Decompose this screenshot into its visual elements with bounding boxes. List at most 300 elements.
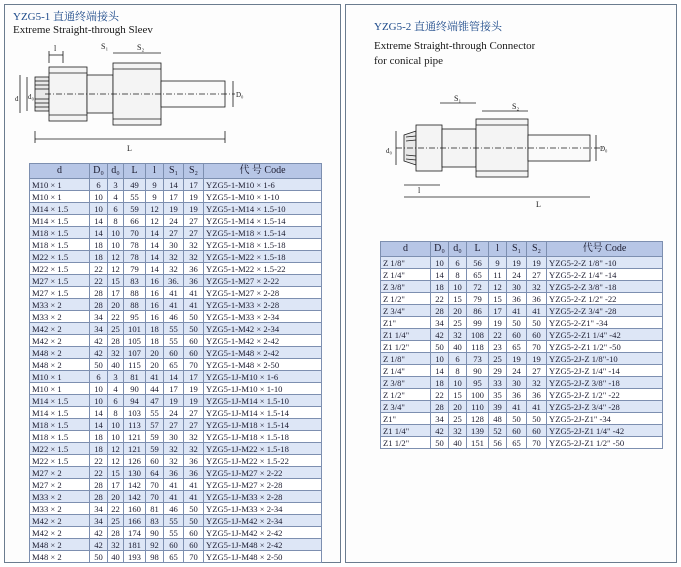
table-cell: M22 × 1.5 [30, 251, 90, 263]
table-cell: 32 [164, 251, 184, 263]
table-cell: Z 1/2" [381, 389, 431, 401]
table-cell: 12 [489, 281, 507, 293]
table-cell: 17 [489, 305, 507, 317]
table-cell: 98 [146, 551, 164, 563]
table-row [381, 317, 663, 329]
table-cell: 17 [108, 479, 124, 491]
table-cell: M22 × 1.5 [30, 455, 90, 467]
table-cell: 41 [184, 479, 204, 491]
table-cell: M27 × 2 [30, 467, 90, 479]
table-cell: YZG5-1J-M14 × 1.5-10 [204, 395, 322, 407]
table-cell: YZG5-2J-Z1 1/4" -42 [547, 425, 663, 437]
table-cell: 52 [489, 425, 507, 437]
table-cell: 27 [184, 407, 204, 419]
table-cell: 95 [124, 311, 146, 323]
left-col-header: L [124, 164, 146, 179]
table-cell: YZG5-1-M10 × 1-10 [204, 191, 322, 203]
table-row [381, 377, 663, 389]
table-cell: 41 [164, 287, 184, 299]
table-cell: 18 [90, 443, 108, 455]
left-spec-table [29, 163, 322, 563]
table-row [30, 323, 322, 335]
table-cell: 35 [489, 389, 507, 401]
table-cell: 60 [527, 425, 547, 437]
table-cell: M42 × 2 [30, 323, 90, 335]
left-drawing-s1-label: S₁ [101, 42, 109, 51]
table-cell: 32 [164, 455, 184, 467]
table-cell: Z 1/8" [381, 353, 431, 365]
table-cell: 8 [449, 365, 467, 377]
table-cell: 78 [124, 251, 146, 263]
table-row [381, 365, 663, 377]
table-cell: YZG5-2J-Z 3/8" -18 [547, 377, 663, 389]
table-cell: 65 [164, 551, 184, 563]
table-cell: 42 [90, 539, 108, 551]
left-col-header: d [30, 164, 90, 179]
table-cell: 19 [184, 191, 204, 203]
table-row [30, 371, 322, 383]
table-cell: 29 [489, 365, 507, 377]
table-cell: YZG5-1J-M10 × 1-10 [204, 383, 322, 395]
table-cell: 32 [164, 443, 184, 455]
table-cell: YZG5-1J-M14 × 1.5-14 [204, 407, 322, 419]
table-cell: M42 × 2 [30, 335, 90, 347]
table-cell: 32 [184, 251, 204, 263]
table-cell: Z 1/2" [381, 293, 431, 305]
table-cell: M18 × 1.5 [30, 431, 90, 443]
table-cell: YZG5-1-M22 × 1.5-22 [204, 263, 322, 275]
table-cell: 50 [184, 503, 204, 515]
right-spec-table [380, 241, 663, 449]
table-cell: YZG5-1J-M22 × 1.5-22 [204, 455, 322, 467]
table-cell: 60 [184, 347, 204, 359]
table-cell: 70 [184, 359, 204, 371]
table-cell: 99 [467, 317, 489, 329]
table-cell: 34 [90, 323, 108, 335]
table-row [30, 443, 322, 455]
table-cell: YZG5-1-M14 × 1.5-14 [204, 215, 322, 227]
table-cell: 65 [507, 437, 527, 449]
table-cell: 118 [467, 341, 489, 353]
table-cell: 32 [449, 425, 467, 437]
left-drawing-d-label: d [15, 95, 19, 103]
table-cell: 40 [108, 359, 124, 371]
table-cell: YZG5-1-M18 × 1.5-18 [204, 239, 322, 251]
table-cell: 6 [108, 203, 124, 215]
table-cell: Z1 1/2" [381, 341, 431, 353]
table-cell: 34 [90, 311, 108, 323]
table-row [30, 431, 322, 443]
table-cell: Z1" [381, 317, 431, 329]
right-drawing-s1-label: S₁ [454, 94, 462, 103]
table-cell: 121 [124, 443, 146, 455]
table-cell: 126 [124, 455, 146, 467]
table-cell: 65 [467, 269, 489, 281]
table-cell: 12 [146, 203, 164, 215]
table-cell: 79 [467, 293, 489, 305]
table-cell: 25 [108, 515, 124, 527]
table-cell: M14 × 1.5 [30, 407, 90, 419]
table-cell: YZG5-2-Z1" -34 [547, 317, 663, 329]
table-cell: 50 [527, 413, 547, 425]
table-cell: 36 [507, 293, 527, 305]
table-row [30, 347, 322, 359]
table-cell: 14 [146, 251, 164, 263]
table-cell: 6 [108, 395, 124, 407]
table-cell: 22 [431, 293, 449, 305]
table-cell: 95 [467, 377, 489, 389]
table-row [30, 263, 322, 275]
table-cell: 78 [124, 239, 146, 251]
table-cell: 28 [108, 335, 124, 347]
table-row [381, 401, 663, 413]
table-row [381, 329, 663, 341]
right-fitting-drawing [382, 93, 622, 213]
table-row [381, 341, 663, 353]
table-cell: 139 [467, 425, 489, 437]
table-row [381, 353, 663, 365]
right-col-header: d₀ [449, 242, 467, 257]
table-cell: 18 [431, 377, 449, 389]
right-drawing-l-label: l [418, 186, 421, 195]
table-cell: 22 [90, 455, 108, 467]
left-col-header: d₀ [108, 164, 124, 179]
table-cell: 86 [467, 305, 489, 317]
table-cell: 55 [124, 191, 146, 203]
table-cell: 22 [108, 311, 124, 323]
table-cell: 24 [164, 407, 184, 419]
table-cell: 10 [90, 203, 108, 215]
table-cell: YZG5-1-M48 × 2-42 [204, 347, 322, 359]
table-cell: 14 [90, 419, 108, 431]
table-cell: 14 [431, 365, 449, 377]
table-cell: 15 [449, 293, 467, 305]
table-cell: 10 [108, 419, 124, 431]
table-cell: Z 3/4" [381, 305, 431, 317]
table-cell: 30 [507, 377, 527, 389]
table-cell: 128 [467, 413, 489, 425]
table-cell: 32 [527, 281, 547, 293]
table-cell: M42 × 2 [30, 515, 90, 527]
table-cell: YZG5-1J-M18 × 1.5-14 [204, 419, 322, 431]
left-drawing-d0-label: d₀ [28, 93, 34, 101]
table-cell: 32 [164, 263, 184, 275]
table-row [30, 203, 322, 215]
table-cell: 27 [164, 227, 184, 239]
table-cell: 90 [124, 383, 146, 395]
table-cell: 36 [527, 389, 547, 401]
table-cell: 81 [146, 503, 164, 515]
table-row [381, 293, 663, 305]
table-cell: YZG5-1J-M22 × 1.5-18 [204, 443, 322, 455]
table-cell: 12 [108, 443, 124, 455]
table-cell: 110 [467, 401, 489, 413]
table-cell: 16 [146, 299, 164, 311]
table-cell: YZG5-1J-M48 × 2-50 [204, 551, 322, 563]
table-cell: YZG5-1J-M27 × 2-22 [204, 467, 322, 479]
table-cell: YZG5-2J-Z 1/8"-10 [547, 353, 663, 365]
table-cell: 11 [489, 269, 507, 281]
table-cell: 83 [146, 515, 164, 527]
table-cell: Z1 1/4" [381, 425, 431, 437]
table-cell: 12 [108, 251, 124, 263]
table-cell: 27 [527, 365, 547, 377]
table-cell: 17 [164, 191, 184, 203]
table-cell: 28 [431, 305, 449, 317]
table-cell: 72 [467, 281, 489, 293]
table-cell: M48 × 2 [30, 347, 90, 359]
table-cell: 70 [184, 551, 204, 563]
table-cell: 94 [124, 395, 146, 407]
table-cell: 181 [124, 539, 146, 551]
table-cell: M14 × 1.5 [30, 215, 90, 227]
table-cell: 50 [431, 437, 449, 449]
table-cell: M33 × 2 [30, 503, 90, 515]
table-cell: 25 [108, 323, 124, 335]
table-row [30, 395, 322, 407]
table-cell: 10 [108, 431, 124, 443]
table-cell: 12 [108, 263, 124, 275]
table-cell: 59 [124, 203, 146, 215]
table-cell: 36 [164, 467, 184, 479]
table-cell: 36. [164, 275, 184, 287]
table-row [30, 299, 322, 311]
table-cell: 6 [90, 179, 108, 191]
table-cell: 28 [90, 287, 108, 299]
table-cell: 130 [124, 467, 146, 479]
table-cell: YZG5-1-M42 × 2-34 [204, 323, 322, 335]
table-row [381, 257, 663, 269]
left-col-header: l [146, 164, 164, 179]
table-cell: 16 [146, 311, 164, 323]
table-cell: 36 [507, 389, 527, 401]
table-cell: YZG5-2J-Z1" -34 [547, 413, 663, 425]
table-cell: M33 × 2 [30, 491, 90, 503]
table-cell: Z1 1/2" [381, 437, 431, 449]
table-row [30, 335, 322, 347]
table-cell: 41 [507, 401, 527, 413]
table-cell: 32 [184, 443, 204, 455]
table-cell: 19 [527, 257, 547, 269]
table-cell: 28 [90, 479, 108, 491]
table-cell: 41 [184, 491, 204, 503]
table-cell: 30 [164, 431, 184, 443]
table-cell: Z 1/4" [381, 269, 431, 281]
table-row [30, 239, 322, 251]
table-cell: M27 × 2 [30, 479, 90, 491]
table-cell: 42 [431, 329, 449, 341]
table-cell: Z 3/4" [381, 401, 431, 413]
table-row [30, 359, 322, 371]
table-cell: 19 [164, 395, 184, 407]
table-cell: 19 [489, 317, 507, 329]
table-cell: 36 [184, 455, 204, 467]
table-cell: 142 [124, 479, 146, 491]
table-cell: M18 × 1.5 [30, 227, 90, 239]
table-cell: 32 [108, 347, 124, 359]
table-cell: 41 [527, 401, 547, 413]
table-cell: M42 × 2 [30, 527, 90, 539]
table-cell: 50 [527, 317, 547, 329]
table-cell: YZG5-1J-M42 × 2-34 [204, 515, 322, 527]
left-fitting-drawing [15, 39, 255, 159]
table-row [30, 311, 322, 323]
table-cell: 36 [527, 293, 547, 305]
table-cell: YZG5-1-M14 × 1.5-10 [204, 203, 322, 215]
table-cell: 24 [507, 269, 527, 281]
table-cell: 27 [184, 227, 204, 239]
table-cell: 15 [449, 389, 467, 401]
table-cell: 36 [184, 275, 204, 287]
table-cell: 18 [146, 323, 164, 335]
table-row [30, 419, 322, 431]
left-title-en: Extreme Straight-through Sleev [13, 24, 153, 36]
table-cell: 103 [124, 407, 146, 419]
table-cell: 42 [90, 335, 108, 347]
table-cell: 27 [527, 269, 547, 281]
right-col-header: l [489, 242, 507, 257]
table-cell: YZG5-1J-M18 × 1.5-18 [204, 431, 322, 443]
table-cell: 20 [108, 491, 124, 503]
table-cell: 193 [124, 551, 146, 563]
table-cell: 19 [507, 257, 527, 269]
table-cell: 19 [184, 203, 204, 215]
table-cell: 50 [507, 413, 527, 425]
table-cell: 39 [489, 401, 507, 413]
table-cell: 10 [449, 377, 467, 389]
table-cell: 27 [184, 215, 204, 227]
table-cell: 121 [124, 431, 146, 443]
table-cell: 70 [146, 491, 164, 503]
table-cell: YZG5-1J-M48 × 2-42 [204, 539, 322, 551]
right-title-en-line2: for conical pipe [374, 55, 444, 67]
table-cell: 88 [124, 287, 146, 299]
table-cell: M33 × 2 [30, 299, 90, 311]
table-cell: 56 [489, 437, 507, 449]
right-col-header: 代号 Code [547, 242, 663, 257]
table-cell: 81 [124, 371, 146, 383]
table-cell: 101 [124, 323, 146, 335]
table-cell: M10 × 1 [30, 191, 90, 203]
table-cell: 22 [431, 389, 449, 401]
table-cell: 10 [431, 257, 449, 269]
table-cell: 18 [90, 431, 108, 443]
table-cell: 88 [124, 299, 146, 311]
table-cell: 70 [527, 341, 547, 353]
table-cell: YZG5-1-M42 × 2-42 [204, 335, 322, 347]
table-cell: 36 [184, 467, 204, 479]
table-cell: 16 [146, 275, 164, 287]
table-cell: 19 [527, 353, 547, 365]
table-cell: 41 [164, 491, 184, 503]
table-cell: 73 [467, 353, 489, 365]
table-cell: 65 [507, 341, 527, 353]
right-drawing-d0-label: d₀ [386, 147, 392, 155]
table-cell: 8 [108, 407, 124, 419]
table-cell: 4 [108, 383, 124, 395]
table-cell: 14 [90, 227, 108, 239]
table-cell: 70 [124, 227, 146, 239]
table-row [30, 479, 322, 491]
table-cell: 25 [449, 413, 467, 425]
table-cell: 18 [146, 335, 164, 347]
table-cell: 41 [146, 371, 164, 383]
table-cell: 19 [184, 383, 204, 395]
table-cell: 14 [90, 215, 108, 227]
table-row [30, 251, 322, 263]
table-cell: M14 × 1.5 [30, 203, 90, 215]
table-cell: YZG5-2-Z 1/2" -22 [547, 293, 663, 305]
table-cell: YZG5-1J-M10 × 1-6 [204, 371, 322, 383]
table-cell: 50 [90, 551, 108, 563]
table-cell: 34 [431, 413, 449, 425]
right-col-header: L [467, 242, 489, 257]
right-col-header: D₀ [431, 242, 449, 257]
table-cell: 44 [146, 383, 164, 395]
right-drawing-L-label: L [536, 200, 541, 209]
table-row [30, 551, 322, 563]
table-cell: 79 [124, 263, 146, 275]
table-cell: 27 [164, 419, 184, 431]
table-cell: 48 [489, 413, 507, 425]
table-cell: 17 [108, 287, 124, 299]
table-cell: 19 [507, 353, 527, 365]
table-cell: 60 [527, 329, 547, 341]
table-cell: 60 [184, 335, 204, 347]
table-cell: 41 [164, 479, 184, 491]
table-cell: 115 [124, 359, 146, 371]
table-cell: 10 [108, 227, 124, 239]
table-row [381, 413, 663, 425]
table-row [30, 191, 322, 203]
table-cell: 18 [90, 239, 108, 251]
table-cell: 59 [146, 431, 164, 443]
table-cell: 14 [164, 179, 184, 191]
table-cell: 30 [507, 281, 527, 293]
left-table-header [30, 164, 322, 179]
table-cell: 50 [507, 317, 527, 329]
table-cell: 17 [164, 383, 184, 395]
table-cell: M33 × 2 [30, 311, 90, 323]
table-cell: 12 [108, 455, 124, 467]
table-row [30, 275, 322, 287]
right-table-header [381, 242, 663, 257]
table-cell: Z 1/4" [381, 365, 431, 377]
table-cell: 83 [124, 275, 146, 287]
table-cell: 10 [431, 353, 449, 365]
table-cell: 40 [449, 341, 467, 353]
table-cell: 32 [527, 377, 547, 389]
table-cell: YZG5-2J-Z 1/2" -22 [547, 389, 663, 401]
left-panel [4, 4, 341, 563]
table-cell: 42 [90, 347, 108, 359]
table-cell: 65 [164, 359, 184, 371]
table-row [30, 539, 322, 551]
table-cell: 107 [124, 347, 146, 359]
right-col-header: S₂ [527, 242, 547, 257]
table-row [381, 269, 663, 281]
table-cell: 142 [124, 491, 146, 503]
table-cell: 49 [124, 179, 146, 191]
table-cell: M10 × 1 [30, 383, 90, 395]
table-cell: 23 [489, 341, 507, 353]
table-cell: M14 × 1.5 [30, 395, 90, 407]
table-cell: 60 [164, 347, 184, 359]
table-cell: 40 [108, 551, 124, 563]
table-cell: Z1 1/4" [381, 329, 431, 341]
table-cell: M48 × 2 [30, 551, 90, 563]
table-cell: 19 [164, 203, 184, 215]
